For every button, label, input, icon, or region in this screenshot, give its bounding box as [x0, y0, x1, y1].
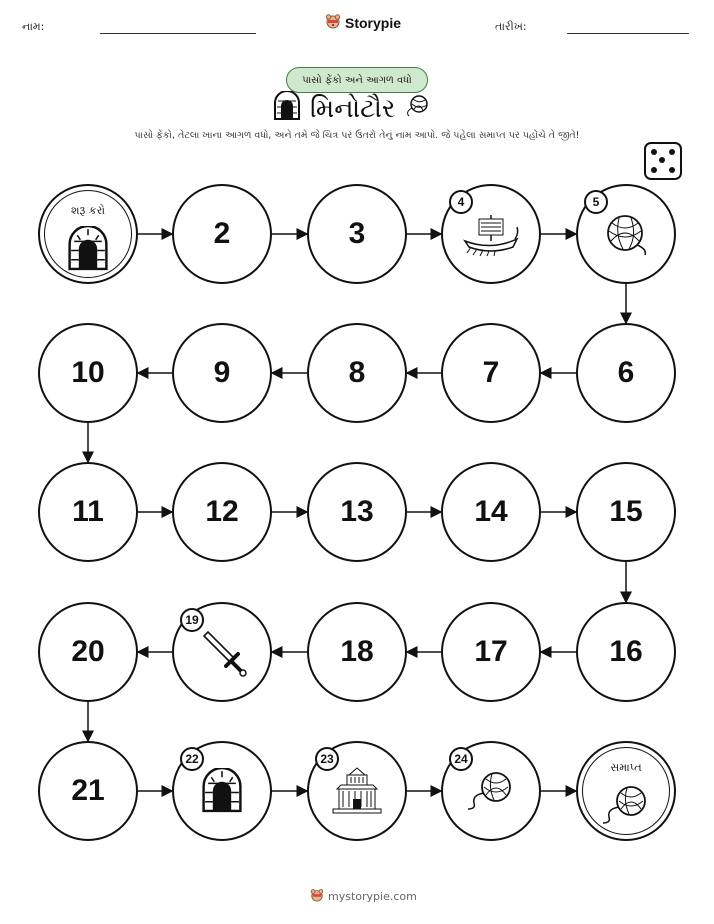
space-number-badge: 4 [449, 190, 473, 214]
space-number: 15 [609, 495, 643, 528]
space-number-badge: 24 [449, 747, 473, 771]
board-space-10[interactable] [38, 323, 138, 423]
yarn-thread-icon [578, 783, 674, 827]
board-space-24[interactable] [441, 741, 541, 841]
board-space-15[interactable] [576, 462, 676, 562]
space-number-badge: 5 [584, 190, 608, 214]
yarn-thread-icon [464, 769, 518, 813]
space-number-badge: 22 [180, 747, 204, 771]
board-space-7[interactable] [441, 323, 541, 423]
board-space-23[interactable] [307, 741, 407, 841]
space-number-badge: 23 [315, 747, 339, 771]
space-number: 8 [348, 356, 366, 389]
space-number-badge: 19 [180, 608, 204, 632]
labyrinth-gate-icon [199, 768, 245, 814]
labyrinth-gate-icon [40, 226, 136, 272]
space-number: 11 [72, 495, 104, 528]
name-label: નામ: [22, 20, 45, 33]
board-space-11[interactable] [38, 462, 138, 562]
space-number: 16 [609, 635, 643, 668]
board-space-2[interactable] [172, 184, 272, 284]
start-space[interactable] [38, 184, 138, 284]
space-number: 2 [213, 217, 231, 250]
board-space-5[interactable] [576, 184, 676, 284]
sword-icon [196, 626, 248, 678]
space-number: 21 [71, 774, 105, 807]
board-space-9[interactable] [172, 323, 272, 423]
board-space-6[interactable] [576, 323, 676, 423]
board-space-12[interactable] [172, 462, 272, 562]
palace-icon [329, 765, 385, 817]
footer [310, 888, 417, 905]
start-label: શરૂ કરો [70, 204, 106, 217]
board-space-13[interactable] [307, 462, 407, 562]
ship-icon [461, 211, 521, 257]
board-space-17[interactable] [441, 602, 541, 702]
space-number: 3 [348, 217, 366, 250]
brand-name: Storypie [345, 14, 402, 31]
space-number: 17 [474, 635, 508, 668]
subtitle-pill: પાસો ફેંકો અને આગળ વધો [286, 67, 428, 93]
finish-label: સમાપ્ત [610, 761, 642, 774]
yarn-ball-icon [601, 211, 651, 257]
space-number: 18 [340, 635, 374, 668]
space-number: 10 [71, 356, 105, 389]
board-space-16[interactable] [576, 602, 676, 702]
space-number: 12 [205, 495, 239, 528]
footer-url: mystorypie.com [328, 890, 417, 903]
space-number: 13 [340, 495, 374, 528]
space-number: 7 [482, 356, 500, 389]
instructions-text: પાસો ફેંકો, તેટલા ખાના આગળ વધો, અને તમે જે ચિત્ર પર ઉતરો તેનું નામ આપો. જે પહેલા સમાપ્ત પર પહોંચે તે જીતે! [134, 130, 580, 141]
space-number: 14 [474, 495, 508, 528]
bear-logo-icon [310, 888, 324, 905]
space-number: 20 [71, 635, 105, 668]
board-space-14[interactable] [441, 462, 541, 562]
board-space-3[interactable] [307, 184, 407, 284]
board-space-20[interactable] [38, 602, 138, 702]
finish-space[interactable] [576, 741, 676, 841]
board-space-22[interactable] [172, 741, 272, 841]
board-space-19[interactable] [172, 602, 272, 702]
date-label: તારીખ: [495, 20, 527, 33]
space-number: 6 [617, 356, 635, 389]
space-number: 9 [213, 356, 231, 389]
board-space-21[interactable] [38, 741, 138, 841]
board-space-18[interactable] [307, 602, 407, 702]
board-space-4[interactable] [441, 184, 541, 284]
board-space-8[interactable] [307, 323, 407, 423]
page-title: મિનોટૌર [310, 94, 396, 124]
